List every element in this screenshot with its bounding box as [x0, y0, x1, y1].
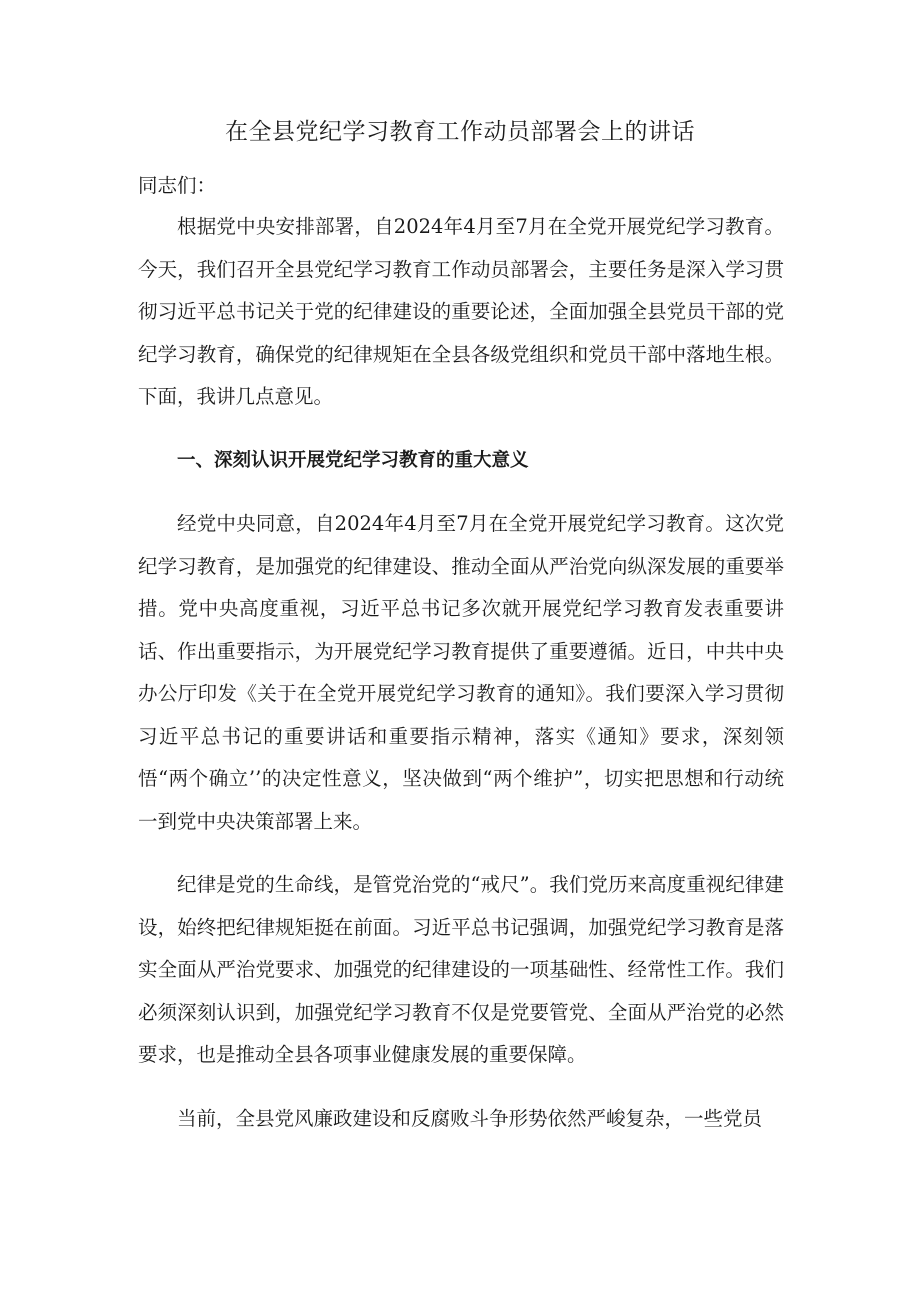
- intro-paragraph: 根据党中央安排部署，自2024年4月至7月在全党开展党纪学习教育。今天，我们召开全县党纪学习教育工作动员部署会，主要任务是深入学习贯彻习近平总书记关于党的纪律建设的重要论述，全面加强全县党员干部的党纪学习教育，确保党的纪律规矩在全县各级党组织和党员干部中落地生根。下面，我讲几点意见。: [138, 215, 784, 408]
- section-paragraph-1: 经党中央同意，自2024年4月至7月在全党开展党纪学习教育。这次党纪学习教育，是加强党的纪律建设、推动全面从严治党向纵深发展的重要举措。党中央高度重视，习近平总书记多次就开展党纪学习教育发表重要讲话、作出重要指示，为开展党纪学习教育提供了重要遵循。近日，中共中央办公厅印发《关于在全党开展党纪学习教育的通知》。我们要深入学习贯彻习近平总书记的重要讲话和重要指示精神，落实《通知》要求，深刻领悟“两个确立’’的决定性意义，坚决做到“两个维护”，切实把思想和行动统一到党中央决策部署上来。: [138, 512, 784, 833]
- document-title: 在全县党纪学习教育工作动员部署会上的讲话: [225, 119, 695, 145]
- section-heading: 一、深刻认识开展党纪学习教育的重大意义: [177, 449, 529, 471]
- section-paragraph-2: 纪律是党的生命线，是管党治党的“戒尺”。我们党历来高度重视纪律建设，始终把纪律规矩挺在前面。习近平总书记强调，加强党纪学习教育是落实全面从严治党要求、加强党的纪律建设的一项基础性、经常性工作。我们必须深刻认识到，加强党纪学习教育不仅是党要管党、全面从严治党的必然要求，也是推动全县各项事业健康发展的重要保障。: [138, 873, 784, 1066]
- section-paragraph-3: 当前，全县党风廉政建设和反腐败斗争形势依然严峻复杂，一些党员: [177, 1106, 763, 1130]
- document-body: [138, 206, 784, 1161]
- salutation: 同志们：: [138, 174, 217, 197]
